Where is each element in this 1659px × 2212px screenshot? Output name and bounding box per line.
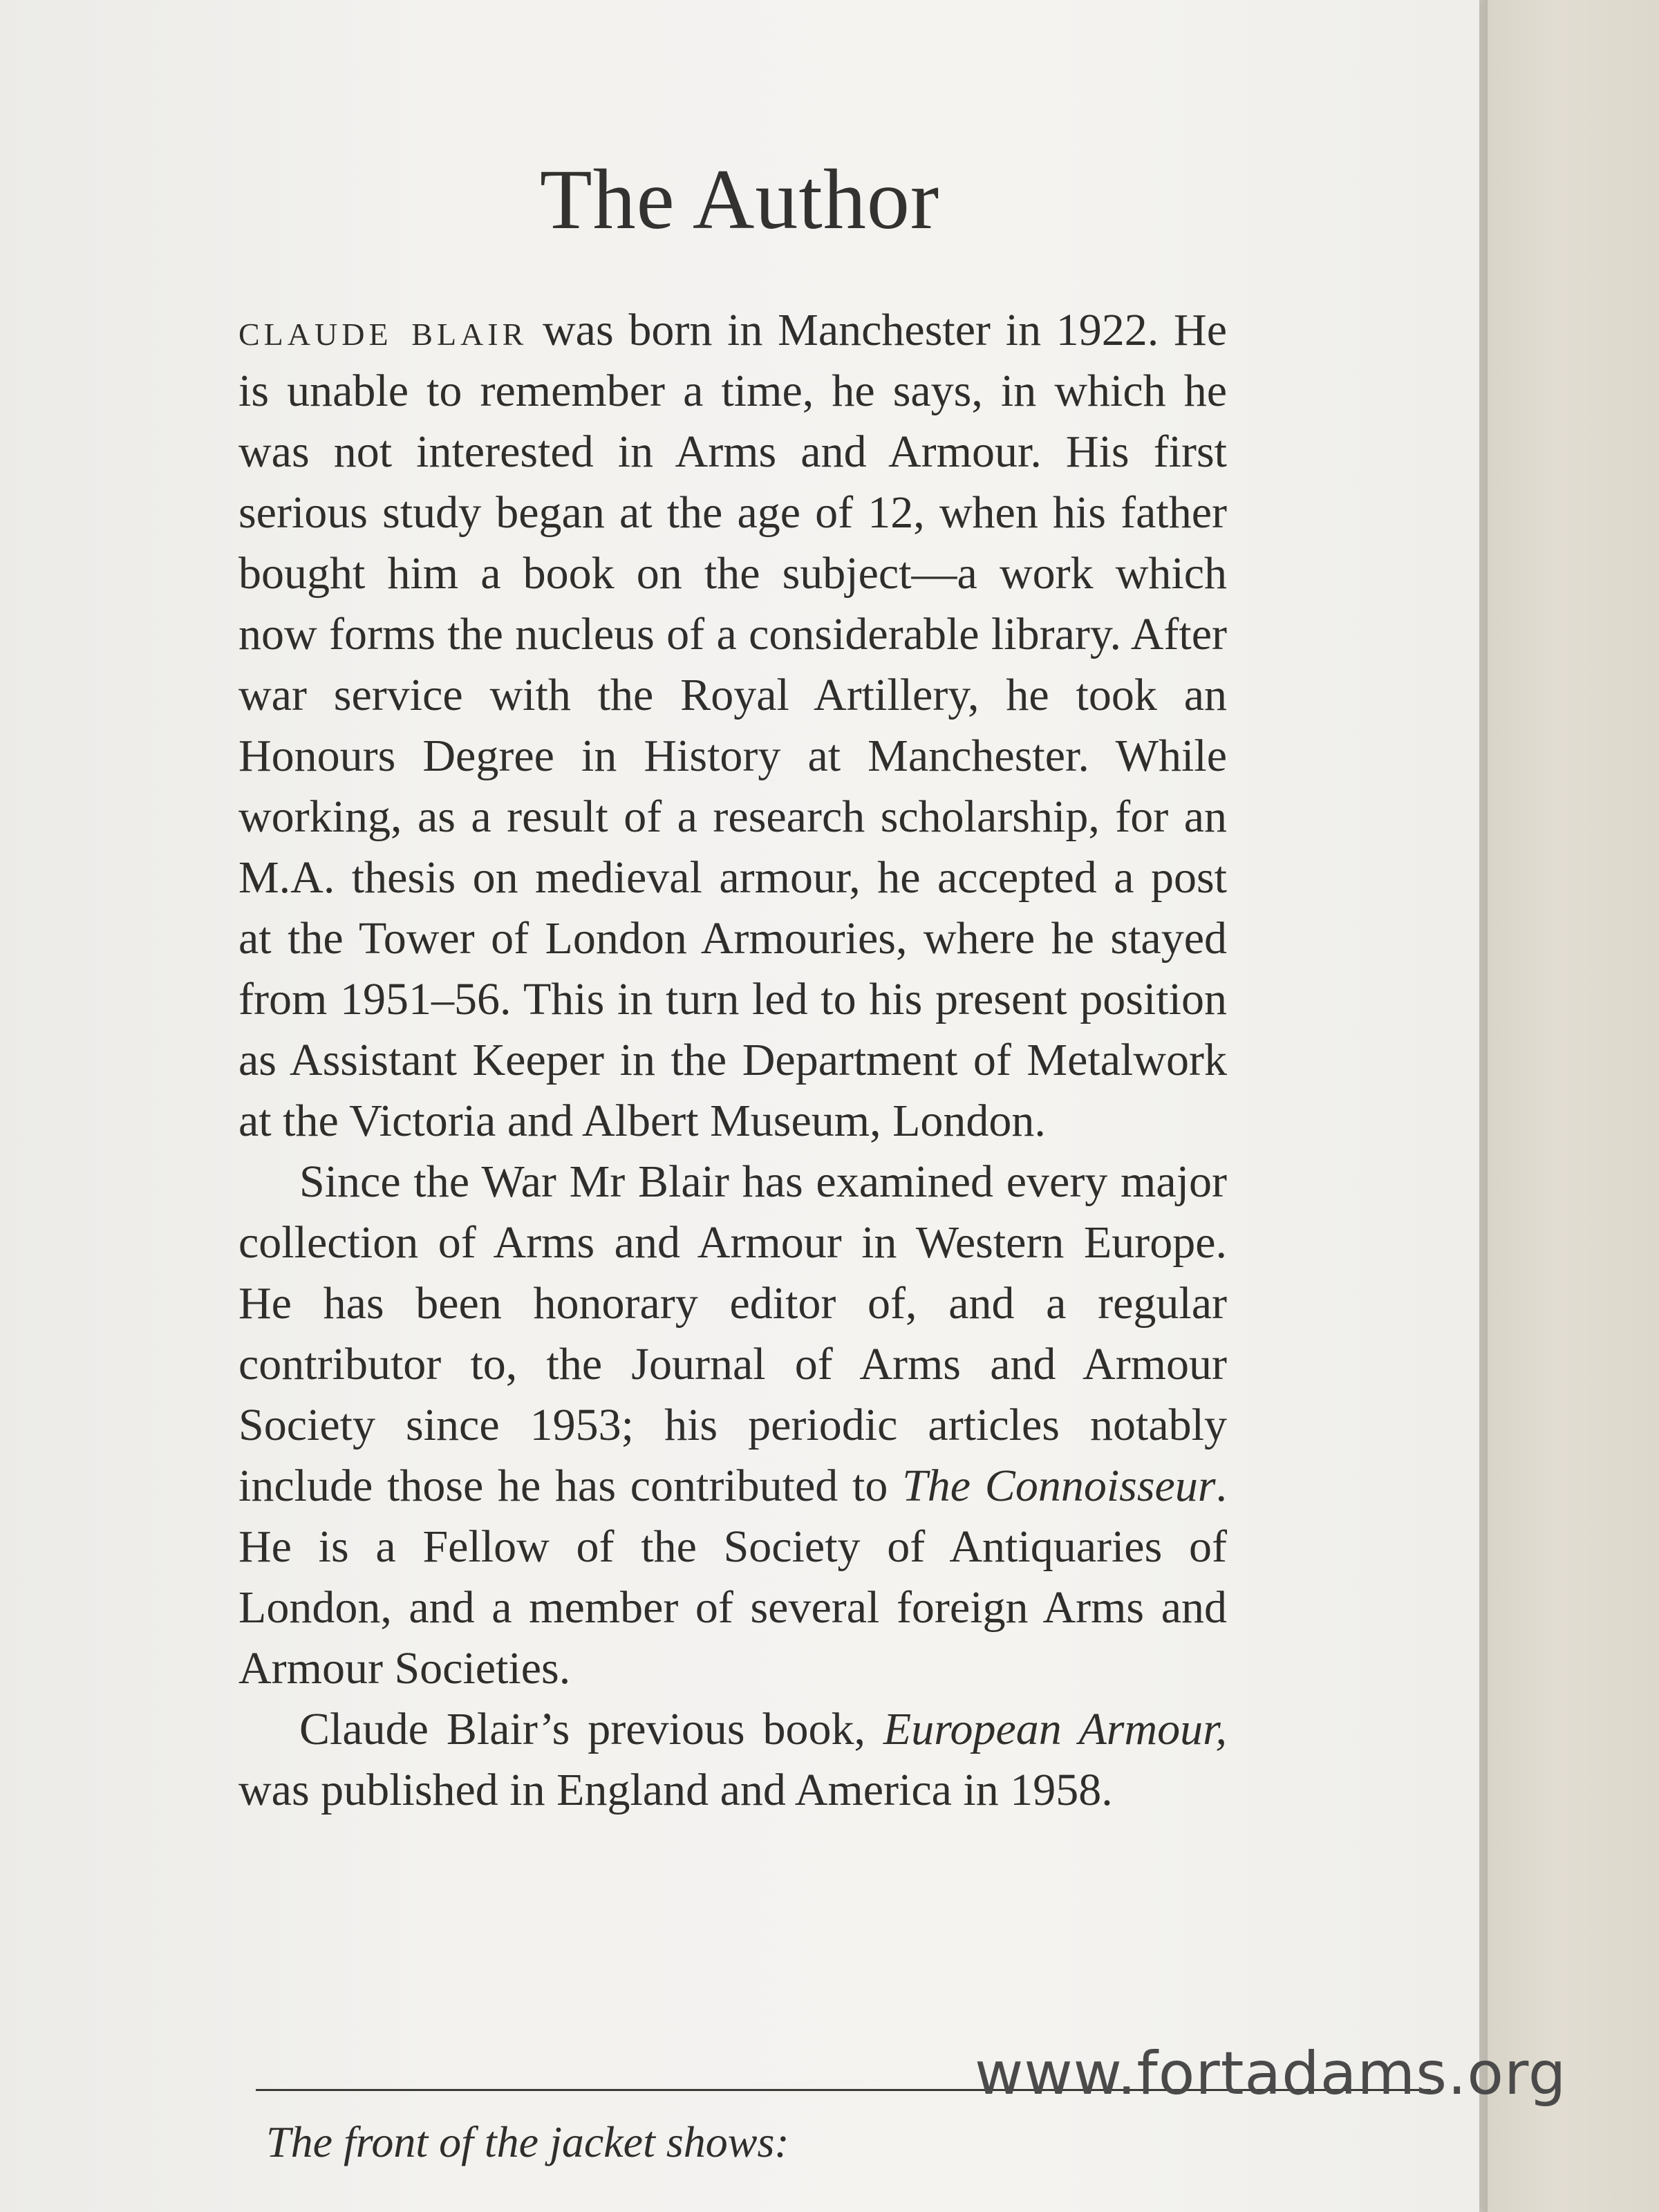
watermark: www.fortadams.org [975,2039,1567,2108]
bio-paragraph-3-text-a: Claude Blair’s previous book, [299,1704,883,1754]
bio-paragraph-2-text-b: . He is a Fellow of the Society of Antiquaries of London, and a member of several foreign Arms and Armour Societies. [238,1461,1228,1694]
author-biography [238,300,1227,1821]
bio-paragraph-2 [238,1152,1227,1699]
bio-paragraph-1-text: was born in Manchester in 1922. He is unable to remember a time, he says, in which he was not interested in Arms and Armour. His first serious study began at the age of 12, when his father bought him a book on the subject—a work which now forms the nucleus of a considerable library. After war service with the Royal Artillery, he took an Honours Degree in History at Manchester. While working, as a result of a research scholarship, for an M.A. thesis on medieval armour, he accepted a post at the Tower of London Armouries, where he stayed from 1951–56. This in turn led to his present position as Assistant Keeper in the Department of Metalwork at the Victoria and Albert Museum, London. [238,305,1227,1146]
bio-paragraph-2-text-a: Since the War Mr Blair has examined every major collection of Arms and Armour in Western Europe. He has been honorary editor of, and a regular contributor to, the Journal of Arms and Armour Society since 1953; his periodic articles notably include those he has contributed to [238,1156,1227,1511]
publication-title: The Connoisseur [902,1461,1216,1511]
previous-book-title: European Armour, [883,1704,1228,1754]
jacket-caption-heading: The front of the jacket shows: [266,2117,789,2166]
bio-paragraph-3-text-b: was published in England and America in 1958. [238,1765,1113,1815]
page-edge [1479,0,1488,2212]
background-surface [1488,0,1659,2212]
bio-paragraph-3 [238,1699,1227,1821]
page-title: The Author [539,152,940,247]
author-name-smallcaps: claude blair [238,305,528,355]
bio-paragraph-1 [238,300,1227,1152]
cropped-text-line [304,2193,1203,2212]
